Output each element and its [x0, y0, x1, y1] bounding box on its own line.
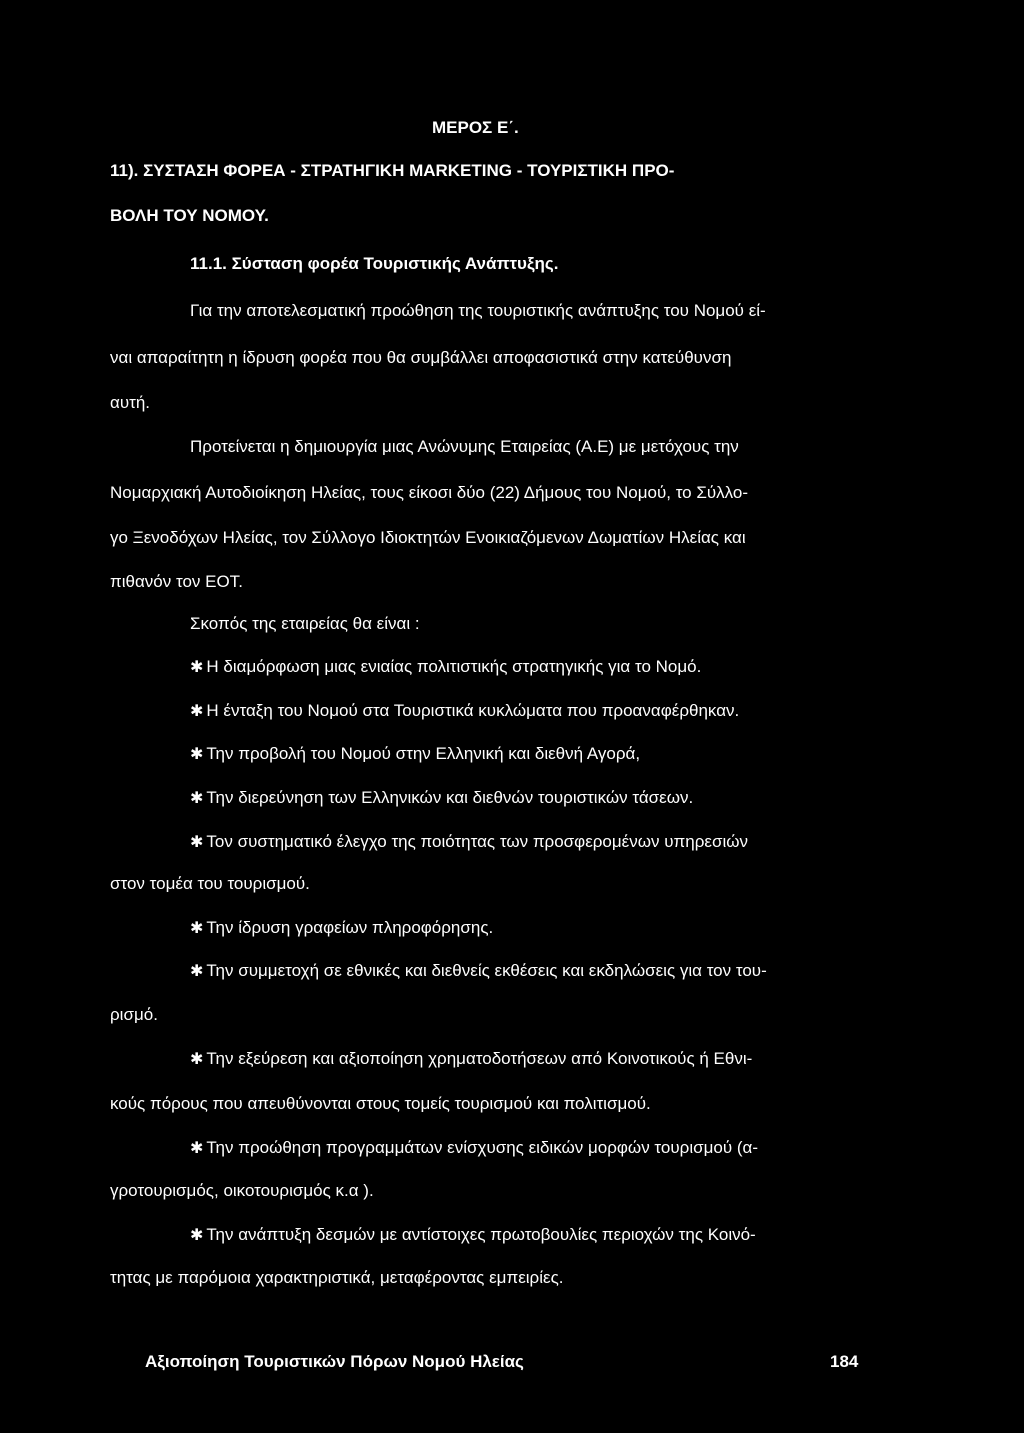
bullet-continuation: γροτουρισμός, οικοτουρισμός κ.α ).: [110, 1181, 374, 1200]
bullet-item: [190, 917, 493, 940]
bullet-text: Την προβολή του Νομού στην Ελληνική και διεθνή Αγορά,: [206, 744, 641, 763]
bullet-text: Την συμμετοχή σε εθνικές και διεθνείς εκθέσεις και εκδηλώσεις για τον του-: [206, 961, 767, 980]
bullet-text: Τον συστηματικό έλεγχο της ποιότητας των προσφερομένων υπηρεσιών: [206, 832, 749, 851]
page-number: 184: [830, 1352, 859, 1371]
bullet-item: [190, 743, 640, 766]
asterisk-icon: ✱: [190, 703, 204, 720]
asterisk-icon: ✱: [190, 920, 204, 937]
bullet-continuation: κούς πόρους που απευθύνονται στους τομείς τουρισμού και πολιτισμού.: [110, 1094, 651, 1113]
part-heading: ΜΕΡΟΣ Ε΄.: [432, 118, 519, 137]
bullet-text: Την ίδρυση γραφείων πληροφόρησης.: [206, 918, 494, 937]
bullet-item: [190, 831, 748, 854]
asterisk-icon: ✱: [190, 834, 204, 851]
bullet-text: Την προώθηση προγραμμάτων ενίσχυσης ειδικών μορφών τουρισμού (α-: [206, 1138, 759, 1157]
asterisk-icon: ✱: [190, 963, 204, 980]
bullet-continuation: στον τομέα του τουρισμού.: [110, 874, 310, 893]
asterisk-icon: ✱: [190, 746, 204, 763]
bullet-text: Η ένταξη του Νομού στα Τουριστικά κυκλώματα που προαναφέρθηκαν.: [206, 701, 740, 720]
paragraph2-line3: γο Ξενοδόχων Ηλείας, τον Σύλλογο Ιδιοκτητών Ενοικιαζόμενων Δωματίων Ηλείας και: [110, 528, 746, 547]
paragraph1-line2: ναι απαραίτητη η ίδρυση φορέα που θα συμβάλλει αποφασιστικά στην κατεύθυνση: [110, 348, 732, 367]
bullet-text: Την εξεύρεση και αξιοποίηση χρηματοδοτήσεων από Κοινοτικούς ή Εθνι-: [206, 1049, 753, 1068]
bullet-text: Η διαμόρφωση μιας ενιαίας πολιτιστικής στρατηγικής για το Νομό.: [206, 657, 702, 676]
asterisk-icon: ✱: [190, 1227, 204, 1244]
paragraph1-line3: αυτή.: [110, 393, 151, 412]
bullet-item: [190, 1137, 758, 1160]
paragraph3: Σκοπός της εταιρείας θα είναι :: [190, 614, 420, 633]
chapter-heading-line2: ΒΟΛΗ ΤΟΥ ΝΟΜΟΥ.: [110, 206, 269, 225]
paragraph1-line1: Για την αποτελεσματική προώθηση της τουριστικής ανάπτυξης του Νομού εί-: [190, 301, 766, 320]
bullet-item: [190, 960, 767, 983]
paragraph2-line2: Νομαρχιακή Αυτοδιοίκηση Ηλείας, τους είκοσι δύο (22) Δήμους του Νομού, το Σύλλο-: [110, 483, 749, 502]
bullet-continuation: ρισμό.: [110, 1005, 158, 1024]
bullet-item: [190, 787, 693, 810]
bullet-item: [190, 1048, 752, 1071]
paragraph2-line4: πιθανόν τον ΕΟΤ.: [110, 572, 243, 591]
asterisk-icon: ✱: [190, 659, 204, 676]
bullet-continuation: τητας με παρόμοια χαρακτηριστικά, μεταφέροντας εμπειρίες.: [110, 1268, 564, 1287]
paragraph2-line1: Προτείνεται η δημιουργία μιας Ανώνυμης Εταιρείας (Α.Ε) με μετόχους την: [190, 437, 739, 456]
asterisk-icon: ✱: [190, 1140, 204, 1157]
asterisk-icon: ✱: [190, 790, 204, 807]
bullet-item: [190, 1224, 756, 1247]
footer-title: Αξιοποίηση Τουριστικών Πόρων Νομού Ηλείας: [145, 1352, 524, 1371]
chapter-heading-line1: 11). ΣΥΣΤΑΣΗ ΦΟΡΕΑ - ΣΤΡΑΤΗΓΙΚΗ MARKETING - ΤΟΥΡΙΣΤΙΚΗ ΠΡΟ-: [110, 161, 675, 180]
bullet-text: Την ανάπτυξη δεσμών με αντίστοιχες πρωτοβουλίες περιοχών της Κοινό-: [206, 1225, 756, 1244]
section-heading: 11.1. Σύσταση φορέα Τουριστικής Ανάπτυξης.: [190, 254, 559, 273]
bullet-item: [190, 700, 739, 723]
bullet-text: Την διερεύνηση των Ελληνικών και διεθνών τουριστικών τάσεων.: [206, 788, 694, 807]
asterisk-icon: ✱: [190, 1051, 204, 1068]
bullet-item: [190, 656, 701, 679]
